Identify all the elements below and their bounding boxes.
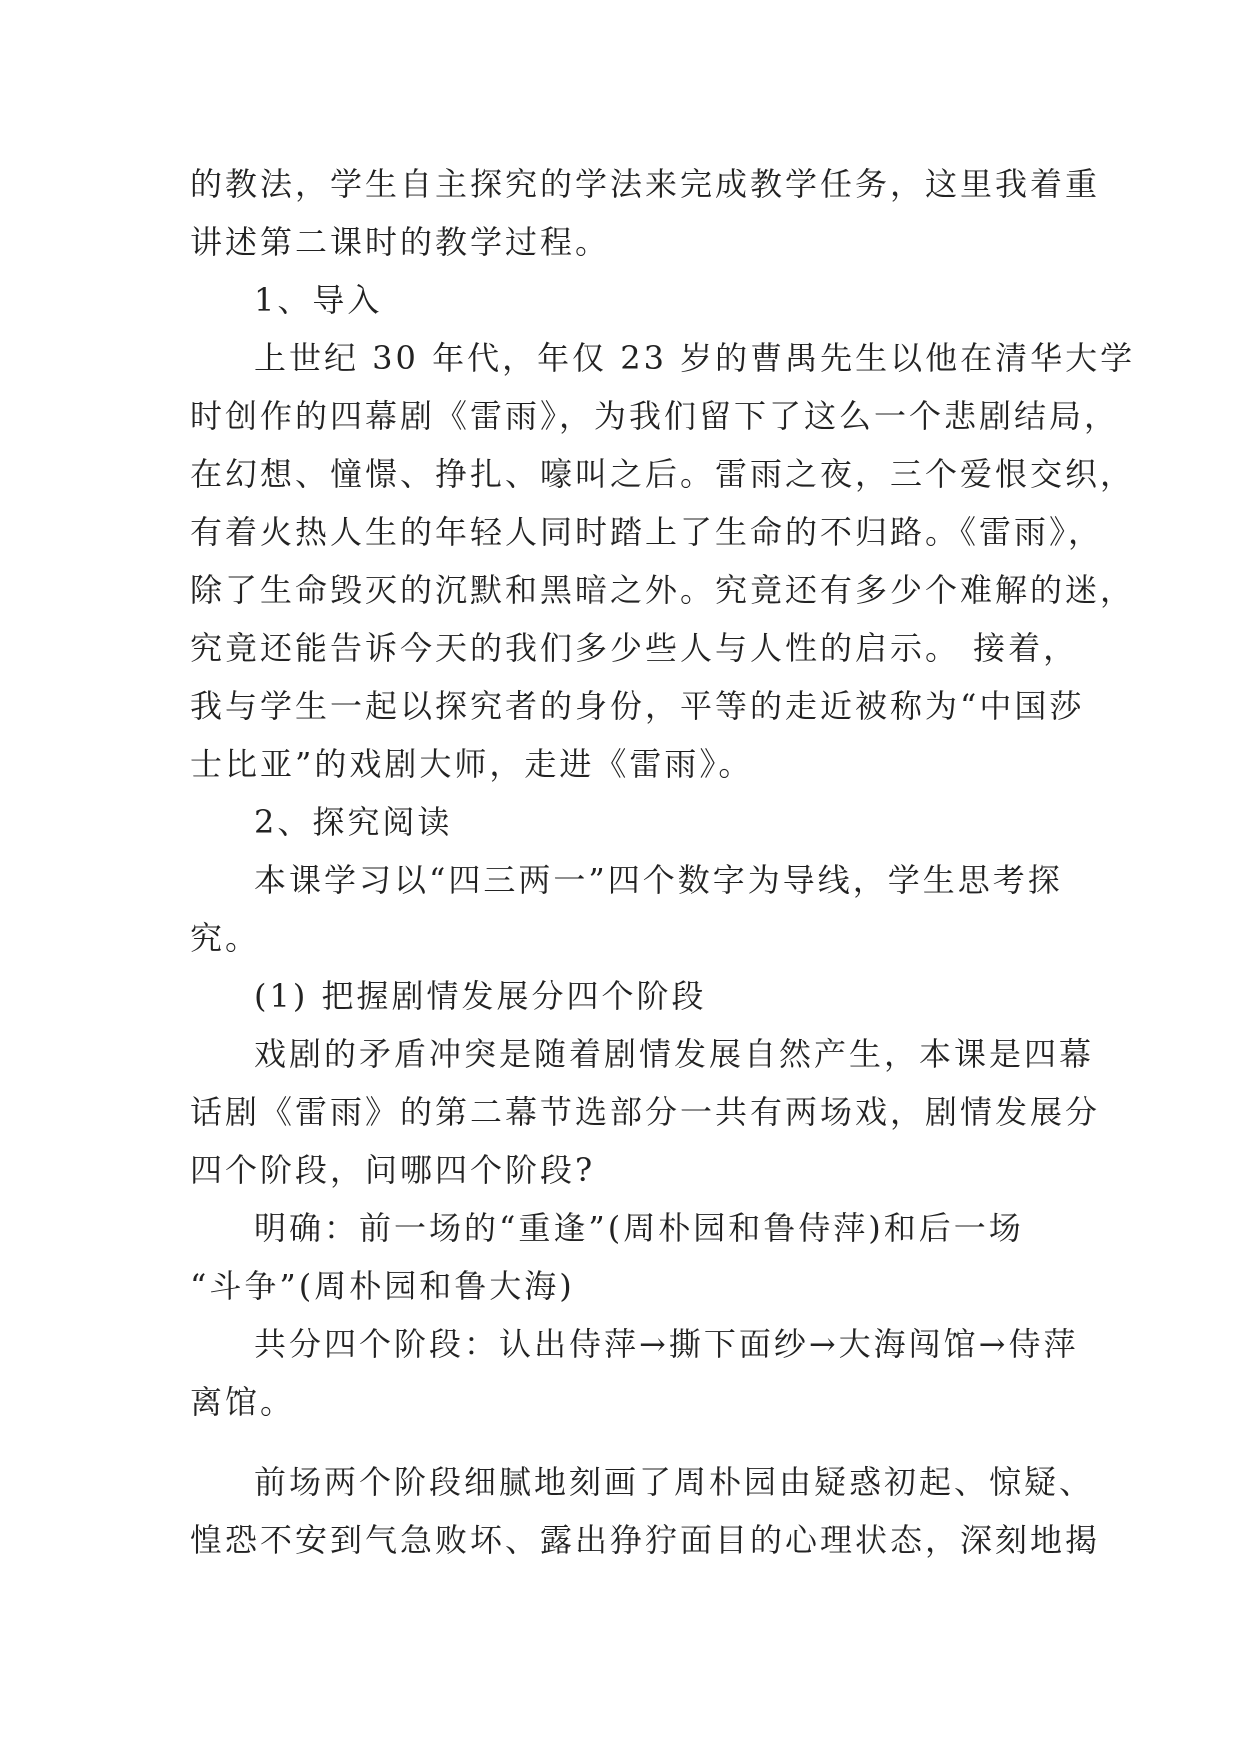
text-line: 在幻想、憧憬、挣扎、嚎叫之后。雷雨之夜，三个爱恨交织， [190,455,1136,493]
text-line: 士比亚”的戏剧大师，走进《雷雨》。 [190,745,754,783]
text-line: 的教法，学生自主探究的学法来完成教学任务，这里我着重 [190,165,1101,203]
text-line: 有着火热人生的年轻人同时踏上了生命的不归路。《雷雨》， [190,513,1104,551]
text-line: 上世纪 30 年代，年仅 23 岁的曹禺先生以他在清华大学 [254,339,1136,377]
text-line: 戏剧的矛盾冲突是随着剧情发展自然产生，本课是四幕 [254,1035,1095,1073]
text-line: 前场两个阶段细腻地刻画了周朴园由疑惑初起、惊疑、 [254,1463,1095,1501]
text-line: “斗争”(周朴园和鲁大海) [190,1267,575,1305]
text-line: 究。 [190,919,261,957]
text-line: 本课学习以“四三两一”四个数字为导线，学生思考探 [254,861,1063,899]
text-line: 我与学生一起以探究者的身份，平等的走近被称为“中国莎 [190,687,1085,725]
text-line: 话剧《雷雨》的第二幕节选部分一共有两场戏，剧情发展分 [190,1093,1101,1131]
text-line: 共分四个阶段：认出侍萍→撕下面纱→大海闯馆→侍萍 [254,1325,1079,1363]
text-line: 究竟还能告诉今天的我们多少些人与人性的启示。 接着， [190,629,1079,667]
text-line: 时创作的四幕剧《雷雨》，为我们留下了这么一个悲剧结局， [190,397,1120,435]
section-heading-reading: 2、探究阅读 [254,803,453,841]
text-line: 四个阶段，问哪四个阶段? [190,1151,596,1189]
text-line: 讲述第二课时的教学过程。 [190,223,611,261]
subsection-heading: (1) 把握剧情发展分四个阶段 [254,977,707,1015]
section-heading-intro: 1、导入 [254,281,383,319]
text-line: 惶恐不安到气急败坏、露出狰狞面目的心理状态，深刻地揭 [190,1521,1101,1559]
text-line: 离馆。 [190,1383,296,1421]
text-line: 明确：前一场的“重逢”(周朴园和鲁侍萍)和后一场 [254,1209,1024,1247]
text-line: 除了生命毁灭的沉默和黑暗之外。究竟还有多少个难解的迷， [190,571,1136,609]
document-body [190,155,1136,1569]
